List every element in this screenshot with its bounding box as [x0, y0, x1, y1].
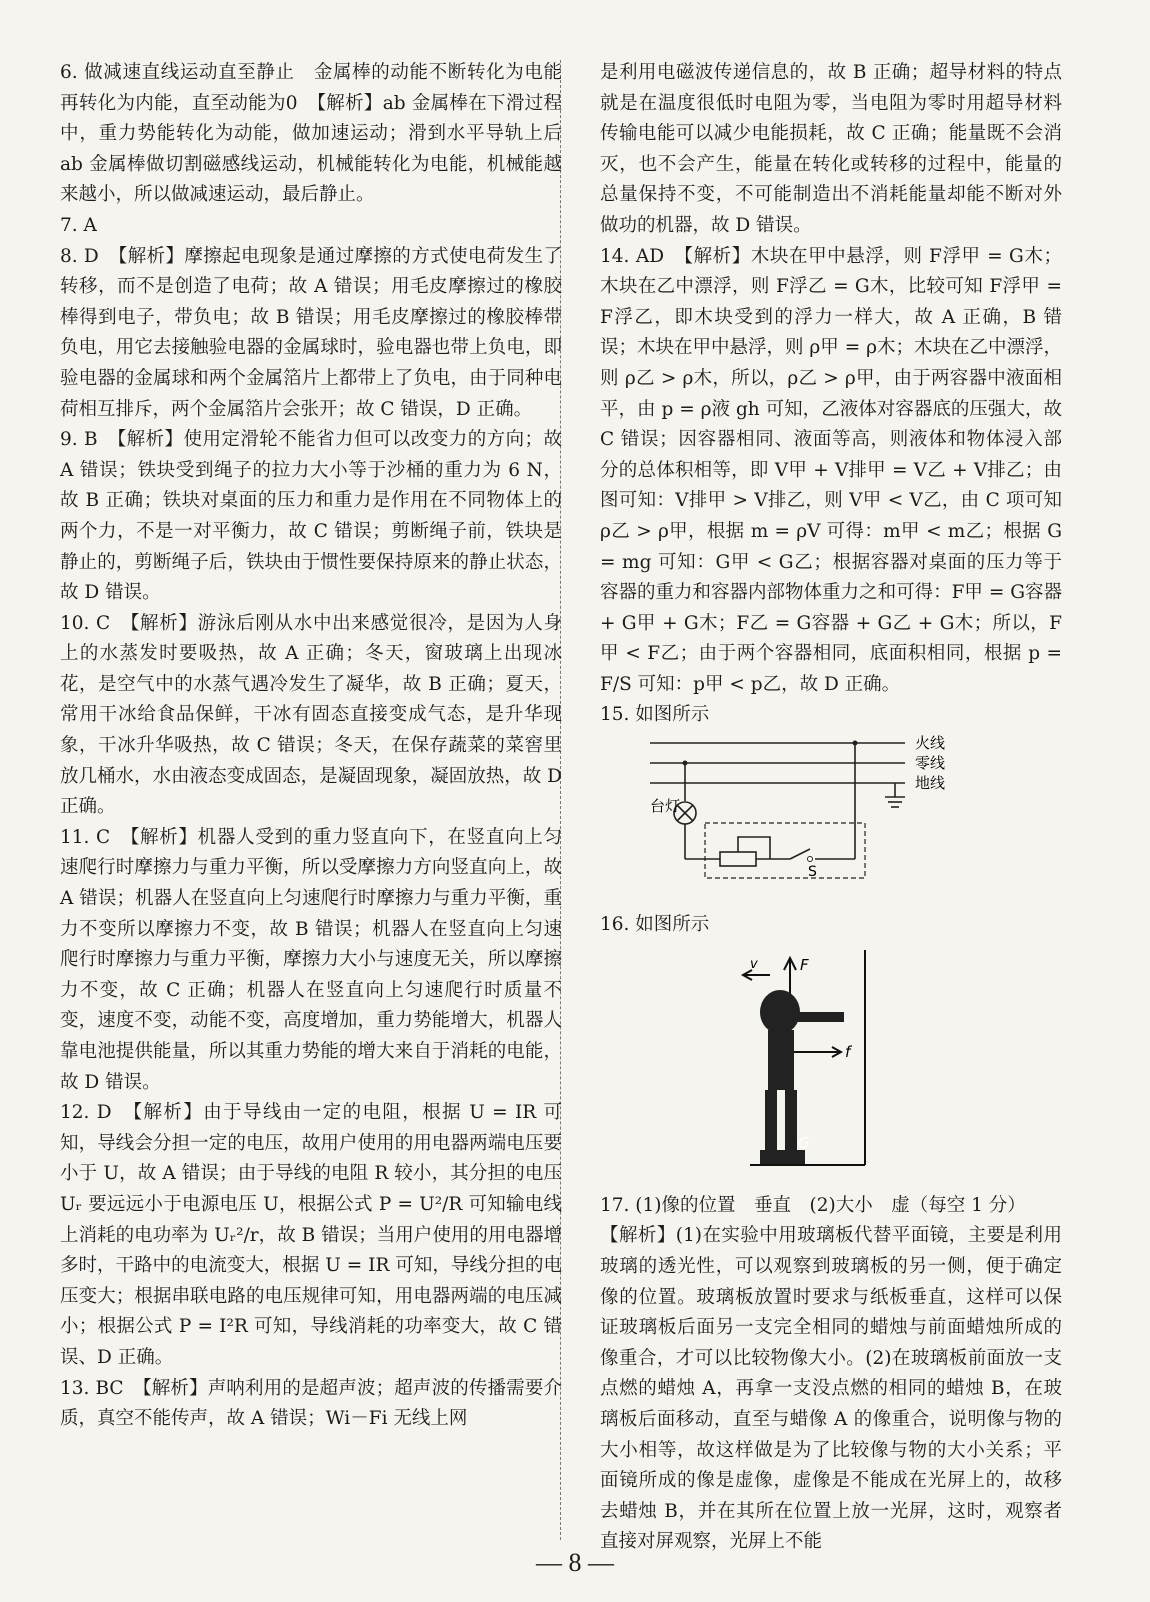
answer-8: 8. D 【解析】摩擦起电现象是通过摩擦的方式使电荷发生了转移，而不是创造了电荷；故 A 错误；用毛皮摩擦过的橡胶棒得到电子，带负电；故 B 错误；用毛皮摩擦过的橡胶棒带负电，用它去接触验电器的金属球时，验电器也带上负电，即验电器的金属球和两个金属箔片上都带上了负电，由于同种电荷相互排斥，两个金属箔片会张开；故 C 错误，D 正确。	[60, 245, 562, 420]
page-number: — 8 —	[536, 1548, 614, 1577]
answer-17-explain: 【解析】(1)在实验中用玻璃板代替平面镜，主要是利用玻璃的透光性，可以观察到玻璃板的另一侧，便于确定像的位置。玻璃板放置时要求与纸板垂直，这样可以保证玻璃板后面另一支完全相同的蜡烛与前面蜡烛所成的像重合，才可以比较物像大小。(2)在玻璃板前面放一支点燃的蜡烛 A，再拿一支没点燃的相同的蜡烛 B，在玻璃板后面移动，直至与蜡像 A 的像重合，说明像与物的大小相等，故这样做是为了比较像与物的大小关系；平面镜所成的像是虚像，虚像是不能成在光屏上的，故移去蜡烛 B，并在其所在位置上放一光屏，这时，观察者直接对屏观察，光屏上不能	[600, 1225, 1062, 1553]
answer-7: 7. A	[60, 214, 97, 236]
switch-icon	[790, 849, 810, 859]
label-lamp: 台灯	[650, 797, 681, 816]
answer-12: 12. D 【解析】由于导线由一定的电阻，根据 U = IR 可知，导线会分担一定的电压，故用户使用的用电器两端电压要小于 U，故 A 错误；由于导线的电阻 R 较小，其分担的电压 Uᵣ 要远远小于电源电压 U，根据公式 P = U²/R 可知输电线上消耗的电功率为 Uᵣ²/r，故 B 错误；当用户使用的用电器增多时，干路中的电流变大，根据 U = IR 可知，导线分担的电压变大；根据串联电路的电压规律可知，用电器两端的电压减小；根据公式 P = I²R 可知，导线消耗的功率变大，故 C 错误、D 正确。	[60, 1102, 562, 1368]
answer-13-cont: 是利用电磁波传递信息的，故 B 正确；超导材料的特点就是在温度很低时电阻为零，当电阻为零时用超导材料传输电能可以减少电能损耗，故 C 正确；能量既不会消灭，也不会产生，能量在转化或转移的过程中，能量的总量保持不变，不可能制造出不消耗能量却能不断对外做功的机器，故 D 错误。	[600, 62, 1062, 236]
answer-14: 14. AD 【解析】木块在甲中悬浮，则 F浮甲 = G木；木块在乙中漂浮，则 F浮乙 = G木，比较可知 F浮甲 = F浮乙，即木块受到的浮力一样大，故 A 正确，B 错误；木块在甲中悬浮，则 ρ甲 = ρ木；木块在乙中漂浮，则 ρ乙 > ρ木，所以，ρ乙 > ρ甲，由于两容器中液面相平，由 p = ρ液 gh 可知，乙液体对容器底的压强大，故 C 错误；因容器相同、液面等高，则液体和物体浸入部分的总体积相等，即 V甲 + V排甲 = V乙 + V排乙；由图可知：V排甲 > V排乙，则 V甲 < V乙，由 C 项可知 ρ乙 > ρ甲，根据 m = ρV 可得：m甲 < m乙；根据 G = mg 可知：G甲 < G乙；根据容器对桌面的压力等于容器的重力和容器内部物体重力之和可得：F甲 = G容器 + G甲 + G木；F乙 = G容器 + G乙 + G木；所以，F甲 < F乙；由于两个容器相同，底面积相同，根据 p = F/S 可知：p甲 < p乙，故 D 正确。	[600, 245, 1062, 695]
label-earth: 地线	[915, 774, 946, 793]
answer-15: 15. 如图所示	[600, 704, 710, 726]
force-figure	[600, 940, 1062, 1191]
answer-17: 17. (1)像的位置 垂直 (2)大小 虚（每空 1 分）	[600, 1194, 1026, 1216]
circuit-figure	[600, 731, 1062, 892]
label-neutral: 零线	[915, 754, 946, 773]
right-column	[600, 58, 1062, 1558]
left-column	[60, 58, 562, 1435]
label-f: f	[845, 1043, 851, 1062]
answer-6: 6. 做减速直线运动直至静止 金属棒的动能不断转化为电能再转化为内能，直至动能为0 【解析】ab 金属棒在下滑过程中，重力势能转化为动能，做加速运动；滑到水平导轨上后 ab 金属棒做切割磁感线运动，机械能转化为电能，机械能越来越小，所以做减速运动，最后静止。	[60, 62, 562, 206]
label-live: 火线	[915, 734, 946, 753]
label-v: v	[750, 957, 758, 973]
label-switch: S	[808, 864, 817, 881]
answer-16: 16. 如图所示	[600, 913, 710, 935]
force-diagram	[600, 940, 1020, 1180]
label-G: G	[798, 1134, 810, 1153]
answer-13-start: 13. BC 【解析】声呐利用的是超声波；超声波的传播需要介质，真空不能传声，故 A 错误；Wi－Fi 无线上网	[60, 1377, 562, 1430]
answer-10: 10. C 【解析】游泳后刚从水中出来感觉很冷，是因为人身上的水蒸发时要吸热，故 A 正确；冬天，窗玻璃上出现冰花，是空气中的水蒸气遇冷发生了凝华，故 B 正确；夏天，常用干冰给食品保鲜，干冰有固态直接变成气态，是升华现象，干冰升华吸热，故 C 错误；冬天，在保存蔬菜的菜窖里放几桶水，水由液态变成固态，是凝固现象，凝固放热，故 D 正确。	[60, 612, 562, 818]
circuit-diagram	[600, 731, 1020, 881]
label-F: F	[800, 956, 809, 975]
answer-9: 9. B 【解析】使用定滑轮不能省力但可以改变力的方向；故 A 错误；铁块受到绳子的拉力大小等于沙桶的重力为 6 N，故 B 正确；铁块对桌面的压力和重力是作用在不同物体上的两个力，不是一对平衡力，故 C 错误；剪断绳子前，铁块是静止的，剪断绳子后，铁块由于惯性要保持原来的静止状态，故 D 错误。	[60, 429, 562, 604]
rheostat-icon	[720, 852, 756, 866]
answer-11: 11. C 【解析】机器人受到的重力竖直向下，在竖直向上匀速爬行时摩擦力与重力平衡，所以受摩擦力方向竖直向上，故 A 错误；机器人在竖直向上匀速爬行时摩擦力与重力平衡，重力不变所以摩擦力不变，故 B 错误；机器人在竖直向上匀速爬行时摩擦力与重力平衡，摩擦力大小与速度无关，所以摩擦力不变，故 C 正确；机器人在竖直向上匀速爬行时质量不变，速度不变，动能不变，高度增加，重力势能增大，机器人靠电池提供能量，所以其重力势能的增大来自于消耗的电能，故 D 错误。	[60, 826, 562, 1093]
